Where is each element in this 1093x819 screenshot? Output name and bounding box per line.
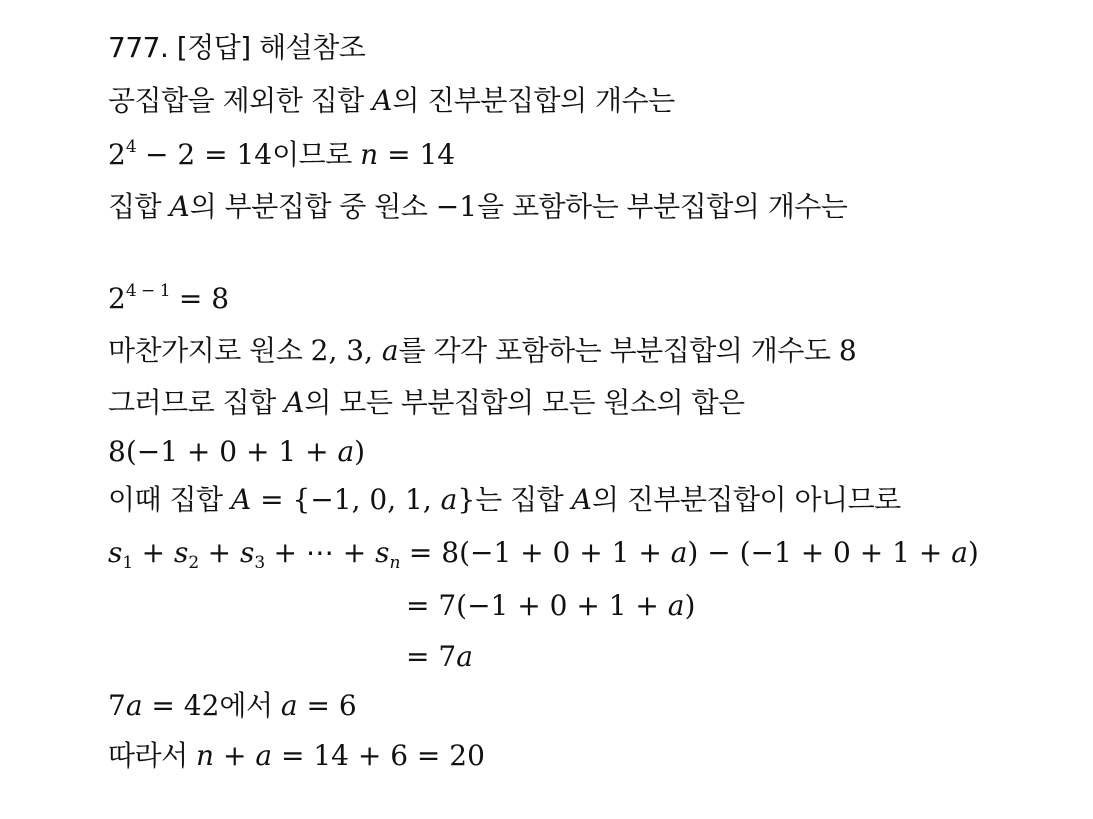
- text-segment: 이므로: [272, 138, 361, 171]
- variable-a: a: [456, 640, 473, 673]
- solution-line-6: [108, 385, 745, 421]
- math-expression: = 42: [142, 689, 220, 722]
- solution-line-12: [108, 688, 357, 724]
- text-segment: 공집합을 제외한 집합: [108, 84, 373, 117]
- set-symbol: A: [231, 483, 252, 516]
- variable-s: s: [173, 536, 189, 569]
- variable-a: a: [255, 739, 273, 772]
- subscript: 3: [254, 553, 265, 573]
- solution-line-2: [108, 137, 455, 173]
- text-segment: 는 집합: [475, 483, 572, 516]
- math-expression: = 14: [378, 138, 456, 171]
- variable-a: a: [337, 435, 355, 468]
- solution-line-3: [108, 189, 847, 225]
- subscript: 1: [122, 553, 133, 573]
- text-segment: 의 진부분집합의 개수는: [392, 84, 675, 117]
- variable-a: a: [125, 689, 143, 722]
- text-segment: 이때 집합: [108, 483, 231, 516]
- math-expression: + ⋯ +: [264, 536, 376, 569]
- math-expression: 8: [838, 334, 857, 367]
- math-expression: 8(−1 + 0 + 1 +: [108, 435, 338, 468]
- variable-a: a: [381, 334, 399, 367]
- math-expression: = 7(−1 + 0 + 1 +: [406, 589, 668, 622]
- variable-s: s: [108, 536, 123, 569]
- solution-line-7: [108, 434, 365, 470]
- variable-a: a: [440, 483, 458, 516]
- solution-line-9: [108, 535, 979, 571]
- set-symbol: A: [284, 386, 305, 419]
- answer-tag: [정답]: [176, 31, 251, 64]
- variable-a: a: [670, 536, 688, 569]
- problem-number: 777.: [108, 31, 169, 64]
- solution-line-10: [406, 588, 695, 624]
- power-base: 2: [108, 282, 126, 315]
- set-symbol: A: [372, 84, 393, 117]
- text-segment: 마찬가지로 원소: [108, 334, 311, 367]
- variable-s: s: [239, 536, 255, 569]
- math-expression: ): [684, 589, 696, 622]
- math-expression: − 2 = 14: [136, 138, 273, 171]
- math-expression: +: [214, 739, 256, 772]
- solution-line-1: [108, 83, 675, 119]
- text-segment: 집합: [108, 190, 170, 223]
- power-exponent: 4: [125, 137, 137, 157]
- variable-a: a: [280, 689, 298, 722]
- math-expression: }: [457, 483, 476, 516]
- math-expression: ): [354, 435, 366, 468]
- math-expression: +: [198, 536, 240, 569]
- variable-n: n: [196, 739, 215, 772]
- set-symbol: A: [169, 190, 190, 223]
- math-expression: +: [132, 536, 174, 569]
- math-expression: = 7: [406, 640, 457, 673]
- text-segment: 에서: [219, 689, 281, 722]
- solution-line-11: [406, 639, 473, 675]
- text-segment: 그러므로 집합: [108, 386, 285, 419]
- math-expression: = 8(−1 + 0 + 1 +: [400, 536, 671, 569]
- problem-header: [108, 30, 365, 66]
- math-expression: = 14 + 6 = 20: [272, 739, 485, 772]
- text-segment: 의 진부분집합이 아니므로: [591, 483, 901, 516]
- variable-n: n: [360, 138, 379, 171]
- solution-line-13: [108, 738, 485, 774]
- text-segment: 따라서: [108, 739, 197, 772]
- power-base: 2: [108, 138, 126, 171]
- text-segment: 을 포함하는 부분집합의 개수는: [477, 190, 848, 223]
- math-expression: −1: [435, 190, 478, 223]
- math-expression: 7: [108, 689, 126, 722]
- subscript: n: [389, 553, 400, 573]
- set-symbol: A: [571, 483, 592, 516]
- variable-s: s: [375, 536, 390, 569]
- variable-a: a: [667, 589, 685, 622]
- solution-line-4: [108, 281, 229, 317]
- math-expression: = 8: [170, 282, 230, 315]
- power-exponent: 4 − 1: [125, 281, 171, 301]
- math-expression: = 6: [297, 689, 357, 722]
- text-segment: 의 모든 부분집합의 모든 원소의 합은: [304, 386, 745, 419]
- solution-line-5: [108, 333, 857, 369]
- subscript: 2: [188, 553, 199, 573]
- math-expression: 2, 3,: [310, 334, 382, 367]
- text-segment: 의 부분집합 중 원소: [189, 190, 436, 223]
- math-expression: = {−1, 0, 1,: [251, 483, 441, 516]
- variable-a: a: [951, 536, 968, 569]
- math-expression: ): [967, 536, 979, 569]
- answer-text: 해설참조: [259, 31, 366, 64]
- text-segment: 를 각각 포함하는 부분집합의 개수도: [398, 334, 839, 367]
- solution-line-8: [108, 482, 901, 518]
- math-expression: ) − (−1 + 0 + 1 +: [687, 536, 952, 569]
